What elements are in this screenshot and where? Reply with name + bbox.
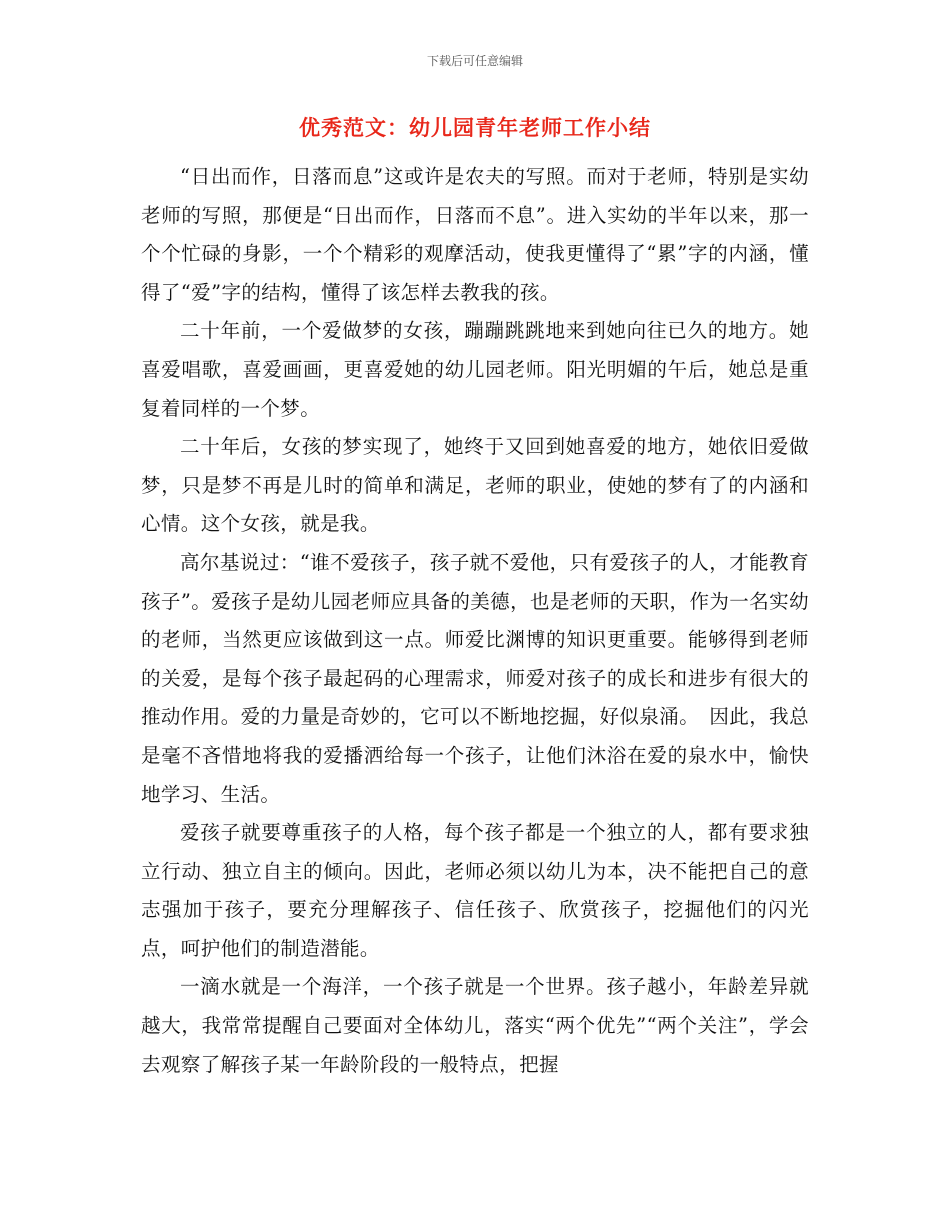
paragraph: 二十年后，女孩的梦实现了，她终于又回到她喜爱的地方，她依旧爱做梦，只是梦不再是儿时的简单和满足，老师的职业，使她的梦有了的内涵和心情。这个女孩，就是我。 — [141, 435, 809, 536]
paragraph: 一滴水就是一个海洋，一个孩子就是一个世界。孩子越小，年龄差异就越大，我常常提醒自己要面对全体幼儿，落实“两个优先”“两个关注”，学会去观察了解孩子某一年龄阶段的一般特点，把握 — [141, 975, 809, 1076]
header-note: 下载后可任意编辑 — [426, 54, 523, 68]
document-title: 优秀范文：幼儿园青年老师工作小结 — [299, 116, 651, 140]
paragraph: “日出而作，日落而息”这或许是农夫的写照。而对于老师，特别是实幼老师的写照，那便是“日出而作，日落而不息”。进入实幼的半年以来，那一个个忙碌的身影，一个个精彩的观摩活动，使我更懂得了“累”字的内涵，懂得了“爱”字的结构，懂得了该怎样去教我的孩。 — [141, 165, 809, 304]
document-body — [141, 158, 809, 1084]
paragraph: 爱孩子就要尊重孩子的人格，每个孩子都是一个独立的人，都有要求独立行动、独立自主的倾向。因此，老师必须以幼儿为本，决不能把自己的意志强加于孩子，要充分理解孩子、信任孩子、欣赏孩子，挖掘他们的闪光点，呵护他们的制造潜能。 — [141, 821, 809, 960]
paragraph: 二十年前，一个爱做梦的女孩，蹦蹦跳跳地来到她向往已久的地方。她喜爱唱歌，喜爱画画，更喜爱她的幼儿园老师。阳光明媚的午后，她总是重复着同样的一个梦。 — [141, 319, 809, 420]
paragraph: 高尔基说过：“谁不爱孩子，孩子就不爱他，只有爱孩子的人，才能教育孩子”。爱孩子是幼儿园老师应具备的美德，也是老师的天职，作为一名实幼的老师，当然更应该做到这一点。师爱比渊博的知识更重要。能够得到老师的关爱，是每个孩子最起码的心理需求，师爱对孩子的成长和进步有很大的推动作用。爱的力量是奇妙的，它可以不断地挖掘，好似泉涌。 因此，我总是毫不吝惜地将我的爱播洒给每一个孩子，让他们沐浴在爱的泉水中，愉快地学习、生活。 — [141, 550, 809, 806]
